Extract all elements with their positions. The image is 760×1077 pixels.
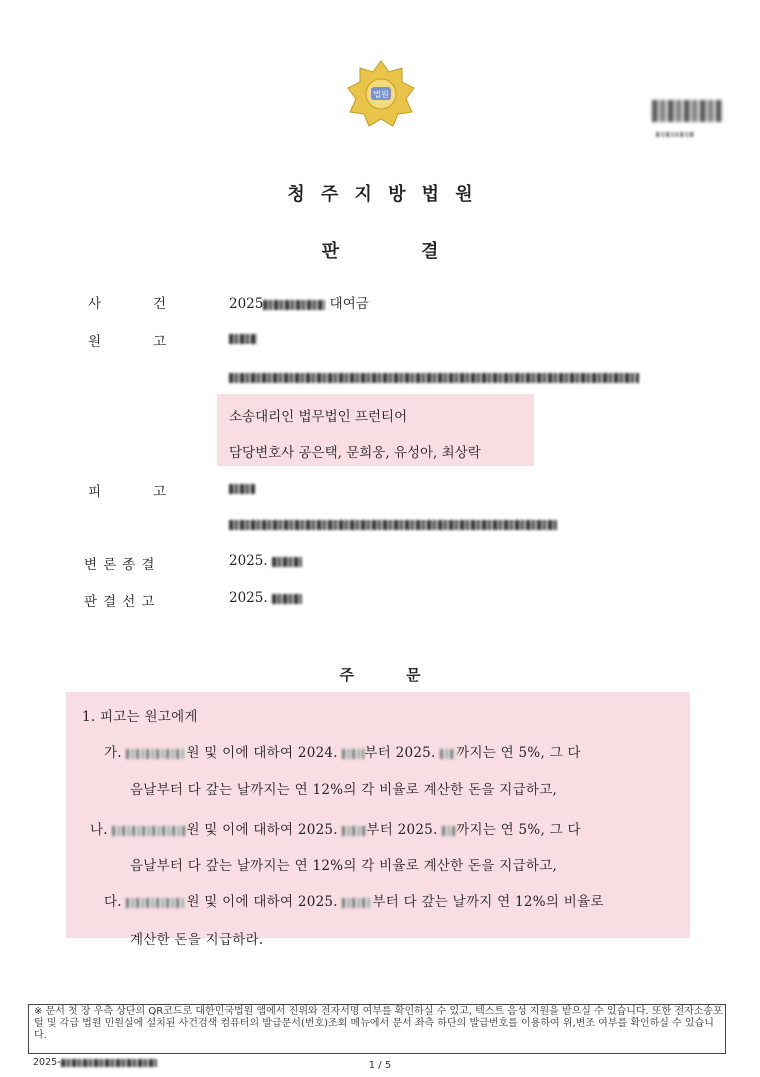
order-item-a-line1: 가. 원 및 이에 대하여 2024. 부터 2025. 까지는 연 5%, 그 다 <box>104 745 581 761</box>
plaintiff-address-blurred <box>229 369 639 385</box>
defendant-name-blurred <box>229 480 255 496</box>
order-item-c-line1: 다. 원 및 이에 대하여 2025. 부터 다 갚는 날까지 연 12%의 비율로 <box>104 894 604 910</box>
seal-text: 법원 <box>373 90 389 99</box>
order-heading: 주 문 <box>339 666 421 684</box>
court-seal-emblem <box>346 58 416 130</box>
order-item-c-line2: 계산한 돈을 지급하라. <box>130 932 264 948</box>
counsel-lawyers: 담당변호사 공은택, 문희웅, 유성아, 최상락 <box>229 445 481 461</box>
judgment-title-right: 결 <box>421 241 439 262</box>
counsel-firm: 소송대리인 법무법인 프런티어 <box>229 409 408 425</box>
order-item-a-line2: 음날부터 다 갚는 날까지는 연 12%의 각 비율로 계산한 돈을 지급하고, <box>130 782 558 798</box>
qr-caption-blurred <box>656 130 694 138</box>
judgment-date-value: 2025. <box>229 590 302 606</box>
plaintiff-label: 원 고 <box>88 334 166 350</box>
hearing-closed-label: 변론종결 <box>84 557 161 573</box>
order-item-b-line1: 나. 원 및 이에 대하여 2025. 부터 2025. 까지는 연 5%, 그 다 <box>90 822 581 838</box>
order-intro: 1. 피고는 원고에게 <box>82 709 198 725</box>
court-name: 청주지방법원 <box>287 184 489 205</box>
judgment-title-left: 판 <box>321 241 339 262</box>
judgment-title <box>0 237 760 263</box>
plaintiff-name-blurred <box>229 330 257 346</box>
page-number: 1 / 5 <box>368 1060 392 1071</box>
defendant-address-blurred <box>229 516 557 532</box>
judgment-date-label: 판결선고 <box>84 594 161 610</box>
case-label: 사 건 <box>88 296 166 312</box>
qr-code[interactable] <box>652 100 722 142</box>
hearing-closed-value: 2025. <box>229 553 302 569</box>
document-issue-number: 2025- <box>33 1057 157 1068</box>
defendant-label: 피 고 <box>88 484 166 500</box>
case-value: 2025 대여금 <box>229 296 369 312</box>
footer-notice-text: ※ 문서 첫 장 우측 상단의 QR코드로 대한민국법원 앱에서 진위와 전자서명 여부를 확인하실 수 있고, 텍스트 음성 지원을 받으실 수 있습니다. 또한 전자소송포털 및 각급 법원 민원실에 설치된 사건검색 컴퓨터의 발급문서(번호)조회 메뉴에서 문서 좌측 하단의 발급번호를 이용하여 위,변조 여부를 확인하실 수 있습니다. <box>34 1006 723 1041</box>
qr-code-image <box>652 100 722 122</box>
order-item-b-line2: 음날부터 다 갚는 날까지는 연 12%의 각 비율로 계산한 돈을 지급하고, <box>130 858 558 874</box>
